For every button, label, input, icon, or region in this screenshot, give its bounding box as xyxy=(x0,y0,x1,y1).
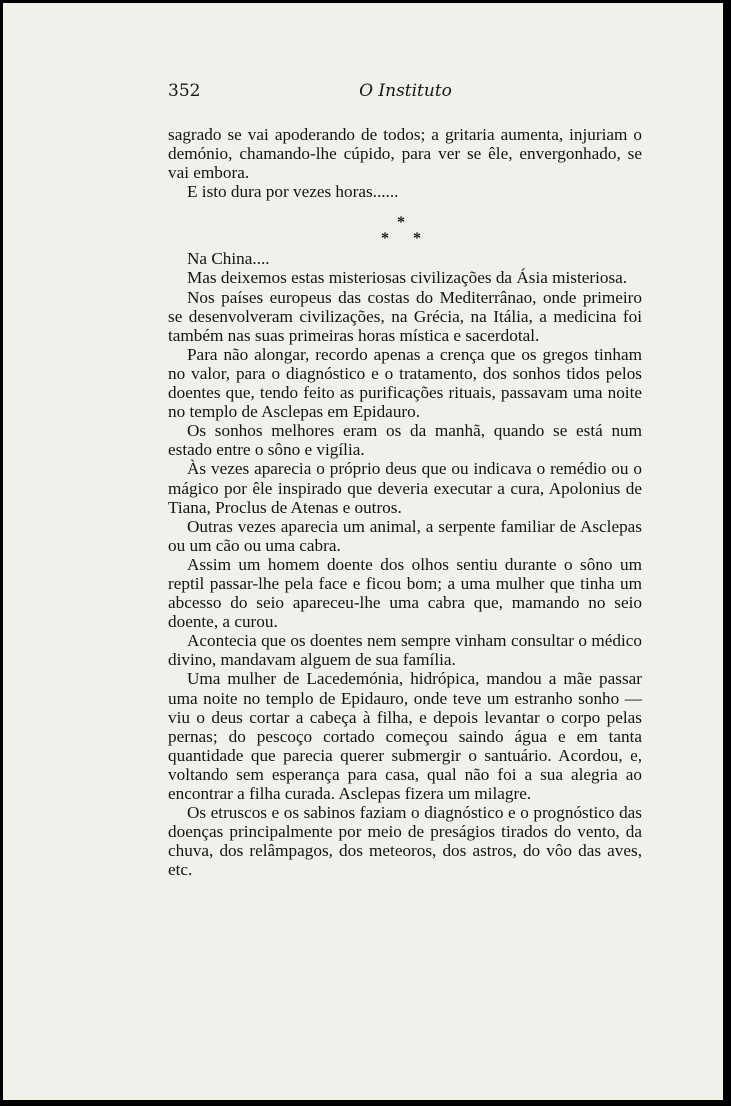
paragraph: sagrado se vai apoderando de todos; a gritaria aumenta, injuriam o demónio, chamando-lhe cúpido, para ver se êle, envergonhado, se vai embora. xyxy=(168,125,642,183)
asterism xyxy=(168,211,642,249)
book-page xyxy=(3,3,726,1100)
asterism-star: * xyxy=(381,230,389,248)
paragraph: E isto dura por vezes horas...... xyxy=(187,182,399,202)
paragraph: Às vezes aparecia o próprio deus que ou indicava o remédio ou o mágico por êle inspirado que deveria executar a cura, Apolonius de Tiana, Proclus de Atenas e outros. xyxy=(168,459,642,517)
paragraph: Para não alongar, recordo apenas a crença que os gregos tinham no valor, para o diagnóstico e o tratamento, dos sonhos tidos pelos doentes que, tendo feito as purificações rituais, passavam uma noite no templo de Asclepas em Epidauro. xyxy=(168,344,642,422)
paragraph: Nos países europeus das costas do Mediterrânao, onde primeiro se desenvolveram civilizações, na Grécia, na Itália, a medicina foi também nas suas primeiras horas mística e sacerdotal. xyxy=(168,287,642,345)
page-number: 352 xyxy=(168,81,201,101)
asterism-star: * xyxy=(413,230,421,248)
paragraph: Na China.... xyxy=(187,249,270,269)
paragraph: Outras vezes aparecia um animal, a serpente familiar de Asclepas ou um cão ou uma cabra. xyxy=(168,516,642,555)
asterism-star: * xyxy=(397,214,405,232)
paragraph: Os etruscos e os sabinos faziam o diagnóstico e o prognóstico das doenças principalmente por meio de preságios tirados do vento, da chuva, dos relâmpagos, dos meteoros, dos astros, do vôo das aves, etc. xyxy=(168,803,642,880)
paragraph: Assim um homem doente dos olhos sentiu durante o sôno um reptil passar-lhe pela face e ficou bom; a uma mulher que tinha um abcesso do seio apareceu-lhe uma cabra que, mamando no seio doente, a curou. xyxy=(168,554,642,632)
body-text xyxy=(168,125,642,879)
journal-title: O Instituto xyxy=(359,81,452,101)
paragraph: Mas deixemos estas misteriosas civilizações da Ásia misteriosa. xyxy=(187,268,628,288)
paragraph: Acontecia que os doentes nem sempre vinham consultar o médico divino, mandavam alguem de sua família. xyxy=(168,631,642,670)
running-head xyxy=(168,81,643,107)
paragraph: Os sonhos melhores eram os da manhã, quando se está num estado entre o sôno e vigília. xyxy=(168,421,642,460)
paragraph: Uma mulher de Lacedemónia, hidrópica, mandou a mãe passar uma noite no templo de Epidauro, onde teve um estranho sonho — viu o deus cortar a cabeça à filha, e depois levantar o corpo pelas pernas; do pescoço cortado começou saindo água e em tanta quantidade que parecia querer submergir o santuário. Acordou, e, voltando sem esperança para casa, qual não foi a sua alegria ao encontrar a filha curada. Asclepas fizera um milagre. xyxy=(168,669,642,803)
